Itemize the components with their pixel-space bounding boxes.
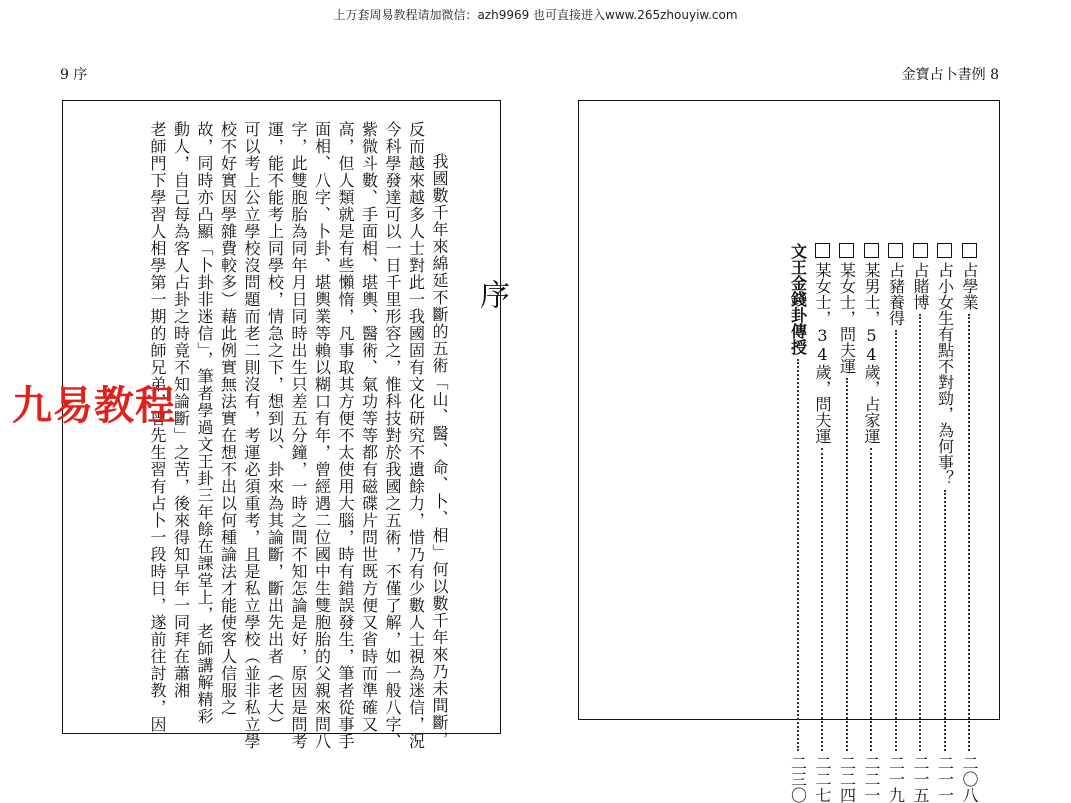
toc-entry — [888, 243, 904, 803]
checkbox-icon — [839, 243, 854, 258]
toc-title: 文王金錢卦傳授 — [788, 243, 808, 355]
toc-page-number: 二二一 — [862, 755, 881, 803]
toc-title: 占賭博 — [911, 262, 930, 310]
preface-title: 序 — [474, 279, 509, 309]
preface-column: 運，能不能考上同學校，情急之下，想到以、卦來為其論斷，斷出先出者（老大） — [265, 121, 285, 733]
checkbox-icon — [913, 243, 928, 258]
leader-dots — [846, 378, 848, 751]
preface-column: 動人，自己每為客人占卦之時竟不知論斷」之苦，後來得知早年一同拜在蕭湘 — [171, 121, 191, 699]
preface-column: 今科學發達可以一日千里形容之，惟科技對於我國之五術，不僅了解，如一般八字、 — [383, 121, 402, 750]
right-page — [578, 100, 1000, 803]
toc-entry — [839, 243, 855, 803]
toc-page-number: 二〇八 — [960, 755, 979, 803]
toc-title: 某女士，問夫運 — [837, 262, 857, 374]
toc-page-number: 二三〇 — [788, 755, 808, 803]
toc-entry — [961, 243, 977, 803]
leader-dots — [821, 448, 823, 751]
toc-page-number: 二一九 — [886, 755, 906, 803]
checkbox-icon — [815, 243, 830, 258]
left-page-label: 9 序 — [60, 67, 88, 83]
toc-title: 某男士，54歲，占家運 — [862, 262, 881, 444]
preface-column: 面相、八字、卜卦、堪輿業等賴以糊口有年，曾經遇二位國中生雙胞胎的父親來問八 — [312, 121, 332, 750]
toc-entry — [814, 243, 830, 803]
toc-entry — [863, 243, 879, 803]
leader-dots — [870, 448, 872, 751]
leader-dots — [944, 490, 946, 751]
toc-page-number: 二一一 — [935, 755, 955, 803]
watermark-logo: 九易教程 — [12, 383, 176, 429]
toc-title: 某女士，34歲，問夫運 — [813, 262, 832, 444]
leader-dots — [797, 359, 799, 751]
preface-column: 紫微斗數、手面相、堪輿、醫術、氣功等等都有磁碟片問世既方便又省時而準確又 — [359, 121, 379, 733]
preface-column: 故，同時亦凸顯「卜卦非迷信」，筆者學過文王卦三年餘在課堂上，老師講解精彩 — [195, 121, 214, 725]
toc-entry — [790, 243, 806, 803]
toc-page-number: 二二七 — [813, 755, 832, 803]
preface-column: 字，此雙胞胎為同年月日同時出生只差五分鐘，一時之間不知怎論是好，原因是問考 — [289, 121, 308, 750]
preface-column: 我國數千年來綿延不斷的五術「山、醫、命、卜、相」何以數千年來乃未間斷， — [430, 153, 449, 748]
leader-dots — [919, 314, 921, 751]
leader-dots — [895, 330, 897, 751]
preface-column: 校不好實因學雜費較多）藉此例實無法實在想不出以何種論法才能使客人信服之 — [218, 121, 238, 716]
checkbox-icon — [888, 243, 903, 258]
toc-page-number: 二二四 — [837, 755, 857, 803]
toc-title: 占豬養得 — [886, 262, 906, 326]
checkbox-icon — [962, 243, 977, 258]
toc-page-number: 二一五 — [911, 755, 930, 803]
preface-column: 可以考上公立學校沒問題而老二則沒有，考運必須重考，且是私立學校（並非私立學 — [242, 121, 261, 750]
preface-column: 反而越來越多人士對此一我國固有文化研究不遺餘力，惜乃有少數人士視為迷信，況 — [406, 121, 426, 750]
preface-column: 老師門下學習人相學第一期的師兄弟，曾先生習有占卜一段時日，遂前往討教，因 — [148, 121, 167, 733]
header-notice: 上万套周易教程请加微信：azh9969 也可直接进入www.265zhouyiw.com — [333, 8, 738, 22]
preface-column: 高，但人類就是有些懶惰，凡事取其方便不太使用大腦，時有錯誤發生，筆者從事手 — [336, 121, 355, 750]
leader-dots — [968, 314, 970, 751]
checkbox-icon — [937, 243, 952, 258]
toc-title: 占小女生有點不對勁，為何事？ — [935, 262, 955, 486]
right-page-label: 金寶占卜書例 8 — [901, 67, 999, 83]
toc-title: 占學業 — [960, 262, 979, 310]
toc-entry — [937, 243, 953, 803]
toc-entry — [912, 243, 928, 803]
checkbox-icon — [864, 243, 879, 258]
